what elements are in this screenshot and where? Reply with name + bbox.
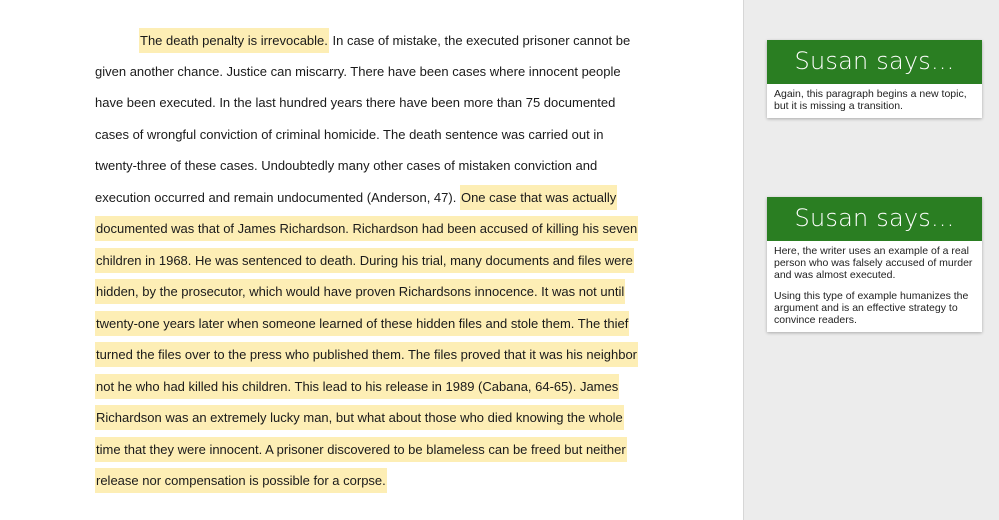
comment-title: Susan says... bbox=[767, 40, 982, 84]
document-line bbox=[139, 30, 630, 52]
comment-body bbox=[767, 84, 982, 118]
highlighted-text[interactable]: children in 1968. He was sentenced to death. During his trial, many documents and files were bbox=[95, 248, 634, 273]
line-text: given another chance. Justice can miscarry. There have been cases where innocent people bbox=[95, 64, 621, 79]
comment-text: Using this type of example humanizes the argument and is an effective strategy to convince readers. bbox=[774, 290, 969, 326]
line-text: twenty-three of these cases. Undoubtedly many other cases of mistaken conviction and bbox=[95, 158, 598, 173]
line-text: have been executed. In the last hundred years there have been more than 75 documented bbox=[95, 95, 616, 110]
document-line bbox=[95, 470, 387, 492]
highlighted-text[interactable]: turned the files over to the press who published them. The files proved that it was his neighbor bbox=[95, 342, 638, 367]
comment-text: Again, this paragraph begins a new topic, but it is missing a transition. bbox=[774, 88, 967, 112]
line-text: In case of mistake, the executed prisoner cannot be bbox=[328, 33, 631, 48]
comment-title: Susan says... bbox=[767, 197, 982, 241]
comment-text: Here, the writer uses an example of a real person who was falsely accused of murder and was almost executed. bbox=[774, 245, 973, 281]
document-line bbox=[95, 313, 629, 335]
highlighted-text[interactable]: release nor compensation is possible for a corpse. bbox=[95, 468, 387, 493]
highlighted-text[interactable]: The death penalty is irrevocable. bbox=[139, 28, 329, 53]
comment-card[interactable] bbox=[767, 40, 982, 118]
document-line bbox=[95, 376, 619, 398]
document-line bbox=[95, 281, 625, 303]
highlighted-text[interactable]: twenty-one years later when someone learned of these hidden files and stole them. The thief bbox=[95, 311, 629, 336]
document-line bbox=[95, 439, 627, 461]
document-line bbox=[95, 155, 597, 177]
comment-body bbox=[767, 241, 982, 332]
document-line bbox=[95, 187, 617, 209]
line-text: cases of wrongful conviction of criminal homicide. The death sentence was carried out in bbox=[95, 127, 604, 142]
document-line bbox=[95, 250, 634, 272]
document-line bbox=[95, 124, 603, 146]
document-line bbox=[95, 344, 638, 366]
highlighted-text[interactable]: Richardson was an extremely lucky man, but what about those who died knowing the whole bbox=[95, 405, 624, 430]
line-text: execution occurred and remain undocumented (Anderson, 47). bbox=[95, 190, 460, 205]
document-line bbox=[95, 407, 624, 429]
comment-card[interactable] bbox=[767, 197, 982, 332]
highlighted-text[interactable]: time that they were innocent. A prisoner discovered to be blameless can be freed but neither bbox=[95, 437, 627, 462]
highlighted-text[interactable]: One case that was actually bbox=[460, 185, 617, 210]
highlighted-text[interactable]: documented was that of James Richardson. Richardson had been accused of killing his seven bbox=[95, 216, 638, 241]
document-line bbox=[95, 218, 638, 240]
highlighted-text[interactable]: hidden, by the prosecutor, which would have proven Richardsons innocence. It was not until bbox=[95, 279, 625, 304]
highlighted-text[interactable]: not he who had killed his children. This lead to his release in 1989 (Cabana, 64-65). James bbox=[95, 374, 619, 399]
document-line bbox=[95, 61, 621, 83]
document-line bbox=[95, 92, 615, 114]
